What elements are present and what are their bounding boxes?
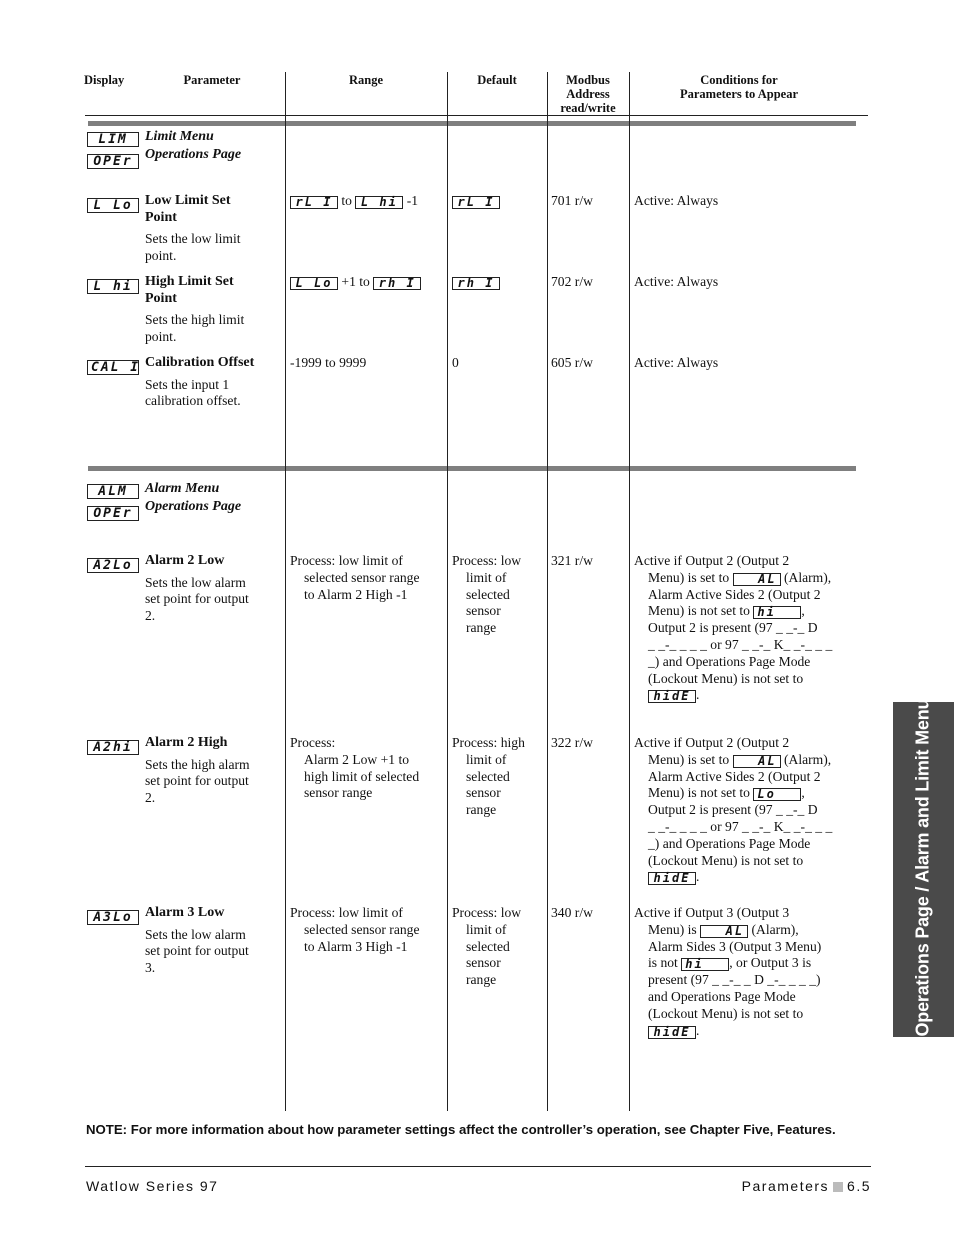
range-line: selected sensor range — [304, 569, 420, 585]
default-line: sensor — [466, 785, 501, 801]
range-cell — [290, 193, 418, 210]
side-tab — [893, 688, 954, 1037]
condition-text: (Alarm), — [780, 569, 832, 585]
condition-line: _ _-_ _ _ _ or 97 _ _-_ K_ _-_ _ _ — [648, 636, 833, 652]
condition-text: , — [801, 603, 805, 619]
condition-line: (Lockout Menu) is not set to — [648, 852, 804, 868]
default-cell — [452, 735, 546, 819]
condition-text: Active: Always — [634, 355, 719, 370]
param-name: Point — [145, 290, 177, 306]
header-display: Display — [84, 73, 125, 87]
default-cell: 0 — [452, 355, 459, 370]
header-rule — [85, 115, 868, 116]
modbus-address: 701 r/w — [551, 193, 593, 208]
range-cell — [290, 274, 421, 291]
header-modbus-line: read/write — [560, 101, 616, 115]
default-line: limit of — [466, 569, 507, 585]
param-desc: calibration offset. — [145, 393, 241, 409]
param-desc: point. — [145, 247, 177, 263]
condition-text: , — [801, 785, 805, 801]
lcd-display: OPEr — [87, 506, 139, 521]
param-desc: Sets the low alarm — [145, 926, 246, 942]
footer-right — [742, 1178, 871, 1194]
param-desc: set point for output — [145, 943, 249, 959]
column-divider — [629, 72, 630, 1111]
condition-text: , or Output 3 is — [729, 955, 812, 971]
range-cell: -1999 to 9999 — [290, 355, 367, 370]
condition-text: Active: Always — [634, 274, 719, 289]
condition-line: Active if Output 3 (Output 3 — [634, 905, 790, 920]
param-desc: Sets the high limit — [145, 312, 245, 327]
lcd-display: A2hi — [87, 740, 139, 755]
header-conditions-line: Parameters to Appear — [679, 87, 799, 101]
range-line: Process: low limit of — [290, 553, 403, 568]
modbus-address: 321 r/w — [551, 553, 593, 568]
side-tab-label: Operations Page / Alarm and Limit Menus — [912, 688, 933, 1037]
modbus-address: 322 r/w — [551, 735, 593, 750]
condition-line: (Lockout Menu) is not set to — [648, 670, 804, 686]
column-divider — [447, 72, 448, 1111]
footer-left: Watlow Series 97 — [86, 1178, 219, 1194]
menu-page: Operations Page — [145, 498, 242, 514]
range-cell — [290, 553, 446, 603]
default-line: sensor — [466, 603, 501, 619]
menu-page: Operations Page — [145, 146, 242, 162]
range-line: to Alarm 2 High -1 — [304, 586, 408, 602]
condition-line: present (97 _ _-_ _ D _-_ _ _ _) — [648, 972, 821, 988]
modbus-address: 605 r/w — [551, 355, 593, 370]
range-text: -1 — [403, 193, 419, 208]
range-line: Process: low limit of — [290, 905, 403, 920]
range-text: +1 to — [338, 274, 374, 289]
condition-cell — [634, 735, 864, 886]
default-line: range — [466, 802, 497, 818]
condition-cell — [634, 553, 864, 704]
condition-line: Alarm Active Sides 2 (Output 2 — [648, 586, 821, 602]
default-line: range — [466, 972, 497, 988]
default-line: sensor — [466, 955, 501, 971]
condition-line: Output 2 is present (97 _ _-_ D — [648, 620, 818, 636]
param-name: Calibration Offset — [145, 355, 255, 370]
lcd-display: OPEr — [87, 154, 139, 169]
range-line: Alarm 2 Low +1 to — [304, 751, 410, 767]
lcd-display: AL — [733, 755, 781, 768]
range-cell — [290, 735, 446, 802]
condition-line: Output 2 is present (97 _ _-_ D — [648, 802, 818, 818]
condition-line: _) and Operations Page Mode — [648, 653, 811, 669]
param-desc: Sets the low alarm — [145, 574, 246, 590]
lcd-display: rh I — [452, 277, 500, 290]
condition-text: Menu) is set to — [648, 569, 733, 585]
page-number: 6.5 — [847, 1178, 871, 1194]
lcd-display: hidE — [648, 690, 696, 703]
lcd-display: L hi — [87, 279, 139, 294]
condition-text: (Alarm), — [780, 751, 832, 767]
lcd-display: L hi — [355, 196, 403, 209]
condition-line: (Lockout Menu) is not set to — [648, 1005, 804, 1021]
header-modbus-line: Modbus — [566, 73, 610, 87]
param-name: Alarm 3 Low — [145, 905, 225, 920]
lcd-display: A2Lo — [87, 558, 139, 573]
condition-text: . — [696, 869, 700, 885]
modbus-address: 702 r/w — [551, 274, 593, 289]
default-line: limit of — [466, 921, 507, 937]
header-modbus — [548, 73, 628, 115]
default-line: Process: high — [452, 735, 525, 750]
header-default: Default — [477, 73, 517, 87]
param-desc: 2. — [145, 790, 156, 806]
param-name: Alarm 2 High — [145, 735, 228, 750]
range-line: to Alarm 3 High -1 — [304, 938, 408, 954]
lcd-display: A3Lo — [87, 910, 139, 925]
condition-text: . — [696, 1022, 700, 1038]
condition-cell — [634, 905, 864, 1039]
lcd-display: CAL I — [87, 360, 139, 375]
default-cell — [452, 553, 546, 637]
lcd-display: rL I — [452, 196, 500, 209]
param-desc: point. — [145, 328, 177, 344]
condition-text: Menu) is not set to — [648, 603, 754, 619]
lcd-display: ALM — [87, 484, 139, 499]
default-line: Process: low — [452, 905, 522, 920]
section-bar-alarm — [88, 466, 856, 471]
lcd-display: L Lo — [87, 198, 139, 213]
lcd-display: hidE — [648, 1026, 696, 1039]
param-desc: Sets the low limit — [145, 231, 241, 246]
param-desc: set point for output — [145, 773, 249, 789]
range-line: selected sensor range — [304, 921, 420, 937]
default-cell — [452, 905, 546, 989]
footer-rule — [85, 1166, 871, 1167]
header-conditions — [630, 73, 848, 101]
lcd-display: Lo — [753, 788, 801, 801]
lcd-display: LIM — [87, 132, 139, 147]
condition-text: Menu) is not set to — [648, 785, 754, 801]
lcd-display: AL — [733, 573, 781, 586]
footer-section: Parameters — [741, 1178, 830, 1194]
condition-line: Alarm Sides 3 (Output 3 Menu) — [648, 938, 822, 954]
param-desc: 2. — [145, 608, 156, 624]
limit-menu-display — [87, 129, 139, 169]
modbus-address: 340 r/w — [551, 905, 593, 920]
param-desc: 3. — [145, 960, 156, 976]
alarm-menu-title — [145, 480, 241, 515]
range-line: sensor range — [304, 785, 373, 801]
default-line: range — [466, 620, 497, 636]
condition-text: Menu) is set to — [648, 751, 733, 767]
default-line: Process: low — [452, 553, 522, 568]
param-name: Alarm 2 Low — [145, 553, 225, 568]
column-divider — [285, 72, 286, 1111]
range-text: to — [338, 193, 356, 208]
condition-line: Active if Output 2 (Output 2 — [634, 735, 790, 750]
default-line: selected — [466, 768, 510, 784]
condition-line: Alarm Active Sides 2 (Output 2 — [648, 768, 821, 784]
lcd-display: hi — [753, 606, 801, 619]
condition-line: _) and Operations Page Mode — [648, 835, 811, 851]
menu-name: Limit Menu — [145, 129, 214, 144]
param-desc: Sets the input 1 — [145, 376, 230, 392]
param-name: Point — [145, 209, 177, 225]
param-name: High Limit Set — [145, 274, 234, 289]
header-conditions-line: Conditions for — [700, 73, 778, 87]
condition-text: Active: Always — [634, 193, 719, 208]
condition-text: is not — [648, 955, 682, 971]
lcd-display: rh I — [373, 277, 421, 290]
condition-text: (Alarm), — [748, 921, 799, 937]
condition-line: and Operations Page Mode — [648, 988, 796, 1004]
param-name: Low Limit Set — [145, 193, 231, 208]
menu-name: Alarm Menu — [145, 481, 220, 496]
condition-text: . — [696, 687, 700, 703]
default-line: limit of — [466, 751, 507, 767]
condition-line: Active if Output 2 (Output 2 — [634, 553, 790, 568]
lcd-display: L Lo — [290, 277, 338, 290]
column-divider — [547, 72, 548, 1111]
header-parameter: Parameter — [183, 73, 241, 87]
condition-line: _ _-_ _ _ _ or 97 _ _-_ K_ _-_ _ _ — [648, 818, 833, 834]
square-bullet-icon — [833, 1182, 843, 1192]
range-line: Process: — [290, 735, 336, 750]
condition-text: Menu) is — [648, 921, 701, 937]
lcd-display: hi — [681, 958, 729, 971]
default-line: selected — [466, 586, 510, 602]
lcd-display: AL — [700, 925, 748, 938]
range-cell — [290, 905, 446, 955]
param-desc: Sets the high alarm — [145, 756, 250, 772]
param-desc: set point for output — [145, 591, 249, 607]
alarm-menu-display — [87, 481, 139, 521]
header-range: Range — [348, 73, 384, 87]
default-line: selected — [466, 938, 510, 954]
lcd-display: hidE — [648, 872, 696, 885]
limit-menu-title — [145, 128, 241, 163]
section-bar-limit — [88, 121, 856, 126]
range-line: high limit of selected — [304, 768, 420, 784]
note-text: NOTE: For more information about how parameter settings affect the controller’s operation, see Chapter Five, Features. — [86, 1122, 836, 1137]
header-modbus-line: Address — [566, 87, 610, 101]
lcd-display: rL I — [290, 196, 338, 209]
